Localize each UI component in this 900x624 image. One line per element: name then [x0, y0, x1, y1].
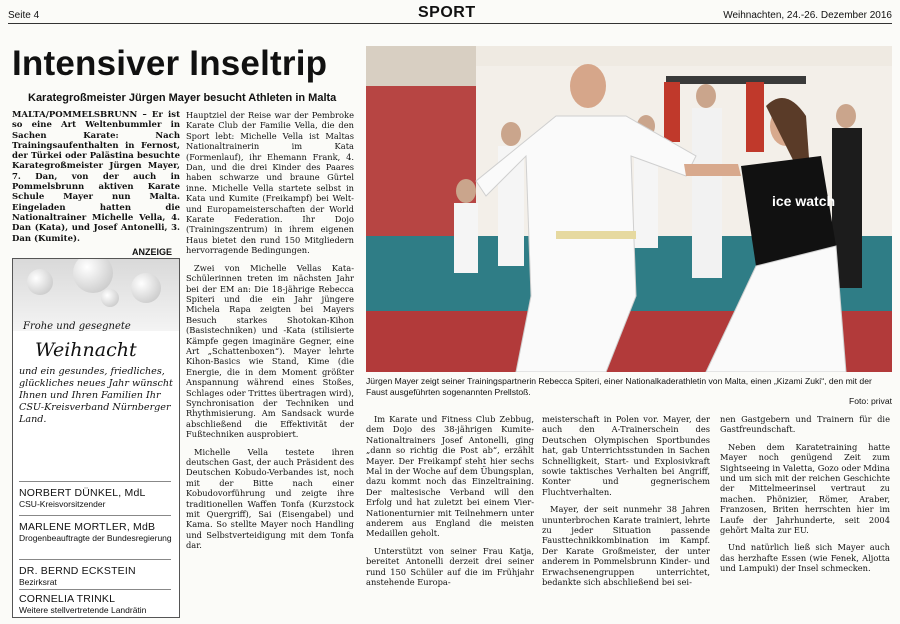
ad-person [19, 593, 175, 615]
divider [19, 559, 171, 560]
greeting-small: Frohe und gesegnete [23, 321, 131, 332]
person-role: Bezirksrat [19, 577, 57, 587]
ad-person [19, 521, 175, 543]
paragraph: Im Karate und Fitness Club Zebbug, dem Dojo des 38-jährigen Kumite-Nationaltrainers Josef Antonelli, ging „dann so richtig die Post ab“, erzählt Mayer. Der Freikampf steht hier sechs Mal in der Woche auf dem Übungsplan, dazu kommt noch das Einzeltraining. Der maltesische Verband will den Erfolg und hat zuletzt bei einem Vier-Nationenturnier mit Teilnehmern unter anderem aus England die meisten Medaillen geholt. [366, 414, 534, 539]
paragraph: Unterstützt von seiner Frau Katja, bereitet Antonelli derzeit drei seiner rund 150 Schüler auf die im Frühjahr anstehende Europa- [366, 545, 534, 588]
karate-photo [366, 46, 892, 372]
page-number: Seite 4 [8, 10, 40, 21]
ad-label: ANZEIGE [132, 247, 173, 257]
page-header [8, 4, 892, 24]
photo-caption: Jürgen Mayer zeigt seiner Trainingspartnerin Rebecca Spiteri, einer Nationalkaderathletin von Malta, einen „Kizami Zuki“, den mit der Faust ausgeführten sogenannten Prellstoß. [366, 376, 872, 397]
greeting-big: Weihnacht [35, 339, 137, 361]
divider [19, 589, 171, 590]
column-5 [720, 414, 890, 581]
paragraph: Mayer, der seit nunmehr 38 Jahren ununterbrochen Karate trainiert, lehrte zu jeder Situation passende Fausttechnikkombination im Kampf. Der Karate Großmeister, der unter anderem in Pommelsbrunn Kinder- und Erwachsenengruppen unterrichtet, bedankte sich abschließend bei sei- [542, 504, 710, 588]
photo-illustration [366, 46, 892, 372]
greeting-text: und ein gesundes, friedliches, glückliches neues Jahr wünscht Ihnen und Ihren Familien Ihr CSU-Kreisverband Nürnberger Land. [19, 366, 173, 425]
divider [19, 481, 171, 482]
person-name: NORBERT DÜNKEL, MdL [19, 487, 146, 499]
column-4 [542, 414, 710, 595]
paragraph: Und natürlich ließ sich Mayer auch das herzhafte Essen (wie Fenek, Aljotta und Lampuki) der Insel schmecken. [720, 542, 890, 574]
header-rule [8, 23, 892, 24]
person-role: CSU-Kreisvorsitzender [19, 499, 106, 509]
ad-person [19, 487, 175, 509]
column-1 [12, 110, 180, 251]
paragraph: Zwei von Michelle Vellas Kata-Schülerinnen treten im nächsten Jahr bei der EM an: Die 18-jährige Rebecca Spiteri und die ein Jahr jüngere Michela Rapa zeigten bei Mayers Besuch starkes Shotokan-Kihon (Basistechniken) und -Kata (stilisierte Kämpfe gegen imaginäre Gegner, eine Art „Schattenboxen“). Mayer lehrte Kihon-Basics wie Stand, Kime (die Energie, die in dem Moment größter Anspannung während eines Stoßes, Schlages oder Trittes übertragen wird), Synchronisation der Techniken und Rhythmisierung. Am Sandsack wurde abschließend die Effektivität der Fußtechniken ausprobiert. [186, 262, 354, 440]
person-name: MARLENE MORTLER, MdB [19, 521, 156, 533]
person-role: Weitere stellvertretende Landrätin [19, 605, 147, 615]
paragraph: Neben dem Karatetraining hatte Mayer noch genügend Zeit zum Sightseeing in Valetta, Gozo oder Mdina und um sich mit der reichen Geschichte der Mittelmeerinsel vertraut zu machen. Phönizier, Römer, Araber, Franzosen, Briten herrschten hier im Laufe der Jahrhunderte, seit 2004 gehört Malta zur EU. [720, 441, 890, 536]
paragraph: Michelle Vella testete ihren deutschen Gast, der auch Präsident des Deutschen Kobudo-Verbandes ist, noch mit der Bitte nach einer Kobudovorführung und zeigte ihre traditionellen Waffen Tonfa (Kurzstock mit Quergriff), Sai (Eisengabel) und Kama. So stellte Mayer noch Handling und Selbstverteidigung mit dem Tonfa dar. [186, 446, 354, 551]
column-3 [366, 414, 534, 595]
ad-person [19, 565, 175, 587]
shirt-logo-text: ice watch [772, 193, 836, 209]
issue-date: Weihnachten, 24.-26. Dezember 2016 [723, 10, 892, 21]
person-name: DR. BERND ECKSTEIN [19, 565, 136, 577]
paragraph: meisterschaft in Polen vor. Mayer, der auch den A-Trainerschein des Deutschen Olympischen Sportbundes hat, gab Unterrichtsstunden in Sachen Schnelligkeit, Start- und Explosivkraft sowie taktisches Verhalten bei Angriff, Konter und gegnerischem Fluchtverhalten. [542, 414, 710, 497]
photo-credit: Foto: privat [849, 396, 892, 406]
divider [19, 515, 171, 516]
column-2 [186, 110, 354, 558]
section-title: SPORT [418, 4, 476, 21]
lead-paragraph: MALTA/POMMELSBRUNN – Er ist so eine Art Weltenbummler in Sachen Karate: Nach Trainingsaufenthalten in Fernost, der Türkei oder Palästina besuchte Karategroßmeister Jürgen Mayer, 7. Dan, von der auch in Pommelsbrunn aktiven Karate Schule Mayer nun Malta. Eingeladen hatten die Nationaltrainer Michelle Vella, 4. Dan (Kata), und Josef Antonelli, 3. Dan (Kumite). [12, 110, 180, 244]
paragraph: nen Gastgebern und Trainern für die Gastfreundschaft. [720, 414, 890, 435]
person-role: Drogenbeauftragte der Bundesregierung [19, 533, 172, 543]
article-title: Intensiver Inseltrip [12, 44, 328, 83]
christmas-ad [12, 258, 180, 618]
person-name: CORNELIA TRINKL [19, 593, 116, 605]
paragraph: Hauptziel der Reise war der Pembroke Karate Club der Familie Vella, die den Sport lebt: Michelle Vella ist Maltas Nationaltrainerin im Kata (Formenlauf), ihr Ehemann Frank, 4. Dan, und die drei Kinder des Paares haben schwarze und braune Gürtel inne. Michelle Vella startete selbst in Kata und Kumite (Freikampf) bei Welt- und Europameisterschaften der World Karate Federation. Ihr Dojo (Trainingszentrum) in ihrem eigenen Haus bietet den rund 150 Mitgliedern hervorragende Bedingungen. [186, 110, 354, 256]
article-subtitle: Karategroßmeister Jürgen Mayer besucht Athleten in Malta [28, 92, 337, 104]
